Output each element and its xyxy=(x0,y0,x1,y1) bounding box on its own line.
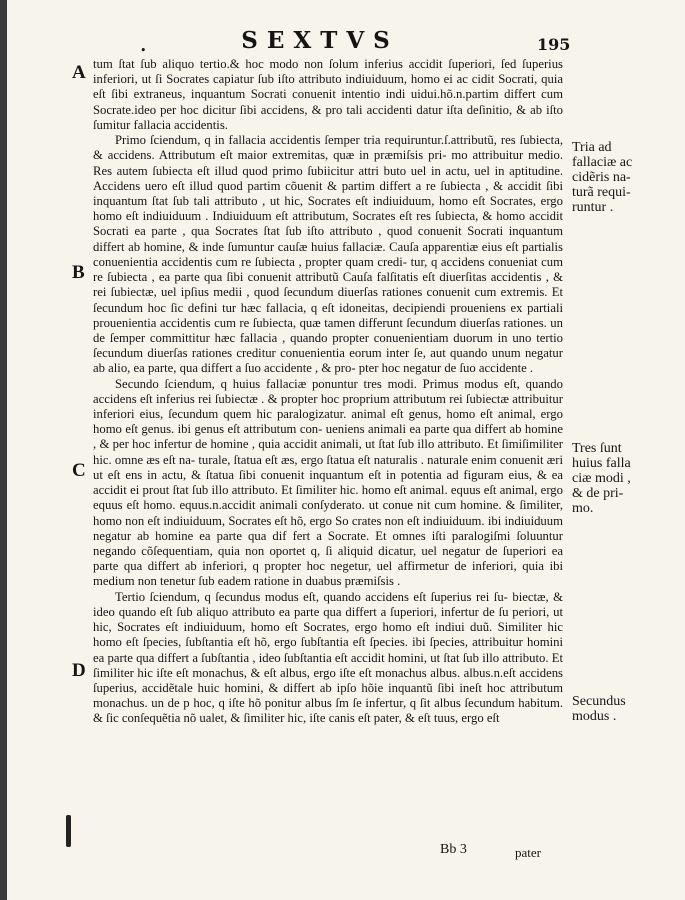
margin-note-line: modus . xyxy=(572,709,617,724)
margin-note-tria xyxy=(572,140,647,215)
margin-note-line: Tria ad xyxy=(572,140,612,155)
binding-edge xyxy=(0,0,7,900)
paragraph-1: tum ſtat ſub aliquo tertio.& hoc modo non ſolum inferius accidit ſuperiori, ſed ſuperius inferiori, ut ſi Socrates capiatur ſub iſto attributo indiuiduum, homo ei ac cidit Socrati, quia eſt ſibi extraneus, inquantum Socrati conuenit intentio indi uidui.hõ.n.partim differt cum Socrate.ideo per hoc dicitur ſibi accidens, & pro tali accidenti datur iſta deſinitio, & ab iſto ſumitur fallacia accidentis. xyxy=(93,57,563,132)
margin-note-line: turã requi- xyxy=(572,185,631,200)
margin-letter-a: A xyxy=(72,62,86,83)
margin-note-line: Secundus xyxy=(572,694,626,709)
margin-letter-d: D xyxy=(72,660,86,681)
paragraph-3: Secundo ſciendum, q huius fallaciæ ponuntur tres modi. Primus modus eſt, quando accidens eſt inferius rei ſubiectæ . & propter hoc proprium attributum rei ſubiectæ attribuitur inferiori eius, ſecundum quem hic paralogizatur. animal eſt genus, homo eſt animal, ergo homo eſt genus. ibi genus eſt attributum con- ueniens animali ea parte qua differt ab homine , & per hoc infertur de homine , quia accidit animali, ut ſtat ſub illo attributo. Et ſimiſimiliter hic. omne æs eſt na- turale, ſtatua eſt æs, ergo ſtatua eſt naturalis . naturale enim conuenit æri ut eſt ens in actu, & ſtatua ſibi conuenit inquantum eſt in potentia ad figuram eius, & ea accidit ei prout ſtat ſub illo attributo. Et ſimiliter hic. homo eſt animal. equus eſt animal, ergo equus eſt homo. equus.n.accidit animali conſyderato. ut conue nit cum homine. & ſimiliter, homo non eſt indiuiduum, Socrates eſt hõ, ergo So crates non eſt indiuiduum. ibi indiuiduum negatur ab homine ea parte qua dif fert a Socrate. Et omnes iſti paralogiſmi ſoluuntur negando cõſequentiam, quia non oportet q, ſi aliquid dicatur, uel negatur de ſuperiori ea parte qua differt ab inferiori, q propter hoc negetur, uel affirmetur de inferiori, quia ibi medium non tenetur ſub eadem ratione in duabus præmiſsis . xyxy=(93,376,563,589)
margin-ink-mark xyxy=(66,815,71,847)
page-number: 195 xyxy=(537,35,571,54)
margin-note-line: fallaciæ ac xyxy=(572,155,633,170)
margin-note-line: cidẽris na- xyxy=(572,170,631,185)
margin-note-line: mo. xyxy=(572,501,594,516)
margin-note-secundus xyxy=(572,694,647,724)
header-bullet: • xyxy=(140,44,147,57)
margin-note-line: ciæ modi , xyxy=(572,471,631,486)
running-head: SEXTVS xyxy=(241,27,399,54)
margin-note-tres xyxy=(572,441,647,516)
main-text xyxy=(93,57,563,727)
margin-letter-c: C xyxy=(72,460,86,481)
margin-note-line: runtur . xyxy=(572,200,614,215)
margin-note-line: & de pri- xyxy=(572,486,624,501)
signature-mark: Bb 3 xyxy=(440,842,467,857)
paragraph-4: Tertio ſciendum, q ſecundus modus eſt, quando accidens eſt ſuperius rei ſu- biectæ, & ideo quando eſt ſub aliquo attributo ea parte qua differt a ſuperiori, infertur de ſu periori, ut hic, Socrates eſt indiuiduum, homo eſt Socrates, ergo homo eſt indiui duũ. Similiter hic homo eſt ſpecies, ſubſtantia eſt hõ, ergo ſubſtantia eſt ſpecies. ibi ſpecies, attribuitur homini ea parte qua differt a ſubſtantia , ideo ſubſtantia eſt accidit homini, ut ſtat ſub illo attributo. Et ſimiliter hic iſte eſt monachus, & eſt albus, ergo iſte eſt monachus albus. albus.n.eſt accidens ſuperius, accidẽtale huic homini, & differt ab ipſo hõie inquantũ ſibi ineſt hoc attributum monachus. un de p hoc, q iſte hõ ponitur albus ſm ſe infertur, q ſit albus ſecundum habitum. & ſic conſequẽtia nõ ualet, & ſimiliter hic, iſte canis eſt pater, & eſt tuus, ergo eſt xyxy=(93,589,563,726)
margin-letter-b: B xyxy=(72,262,85,283)
margin-note-line: Tres ſunt xyxy=(572,441,622,456)
paragraph-2: Primo ſciendum, q in fallacia accidentis ſemper tria requiruntur.ſ.attributũ, res ſubiecta, & accidens. Attributum eſt maior extremitas, quæ in præmiſsis pri- mo attribuitur medio. Res autem ſubiecta eſt illud quod primo ſubiicitur attri buto uel in actu, uel in aptitudine. Accidens uero eſt illud quod partim cõuenit & partim differt a re ſubiecta , & accidit ſibi inquantum ſtat ſub tali attributo , ut hic, Socrates eſt indiuiduum, homo eſt Socrates, ergo homo eſt indiuiduum . Indiuiduum eſt attributum, Socrates eſt res ſubiecta, & homo accidit Socrati ea parte , qua Socrates ſtat ſub iſto attributo , quod conuenit Socrati inquantum differt ab homine, & inde ſumuntur cauſæ huius fallaciæ. Cauſa apparentiæ eius eſt partialis conuenientia accidentis cum re ſubiecta , propter quam credi- tur, q accidens conueniat cum re ſubiecta , ea parte qua ſibi conuenit attributũ Cauſa falſitatis eſt diuerſitas accidentis , & rei ſubiectæ, uel ipſius medii , quod ſecundum diuerſas rationes conuenit cum extremis. Et ſecundum hoc ſic defini tur hæc fallacia, q eſt idoneitas, decipiendi proueniens ex partiali prouenientia accidentis cum re ſubiecta, quæ tamen differunt ſecundum diuerſas rationes. un de ſemper committitur hæc fallacia , quando propter conuenientiam duorum in uno tertio ſecundum diuerſas rationes creditur conuenientia eorum inter ſe, aut quando unum negatur ab alio, ea parte, qua differt a ſuo accidente , & pro- pter hoc negatur de ſuo accidente . xyxy=(93,133,563,376)
catchword: pater xyxy=(515,845,541,860)
margin-note-line: huius falla xyxy=(572,456,631,471)
